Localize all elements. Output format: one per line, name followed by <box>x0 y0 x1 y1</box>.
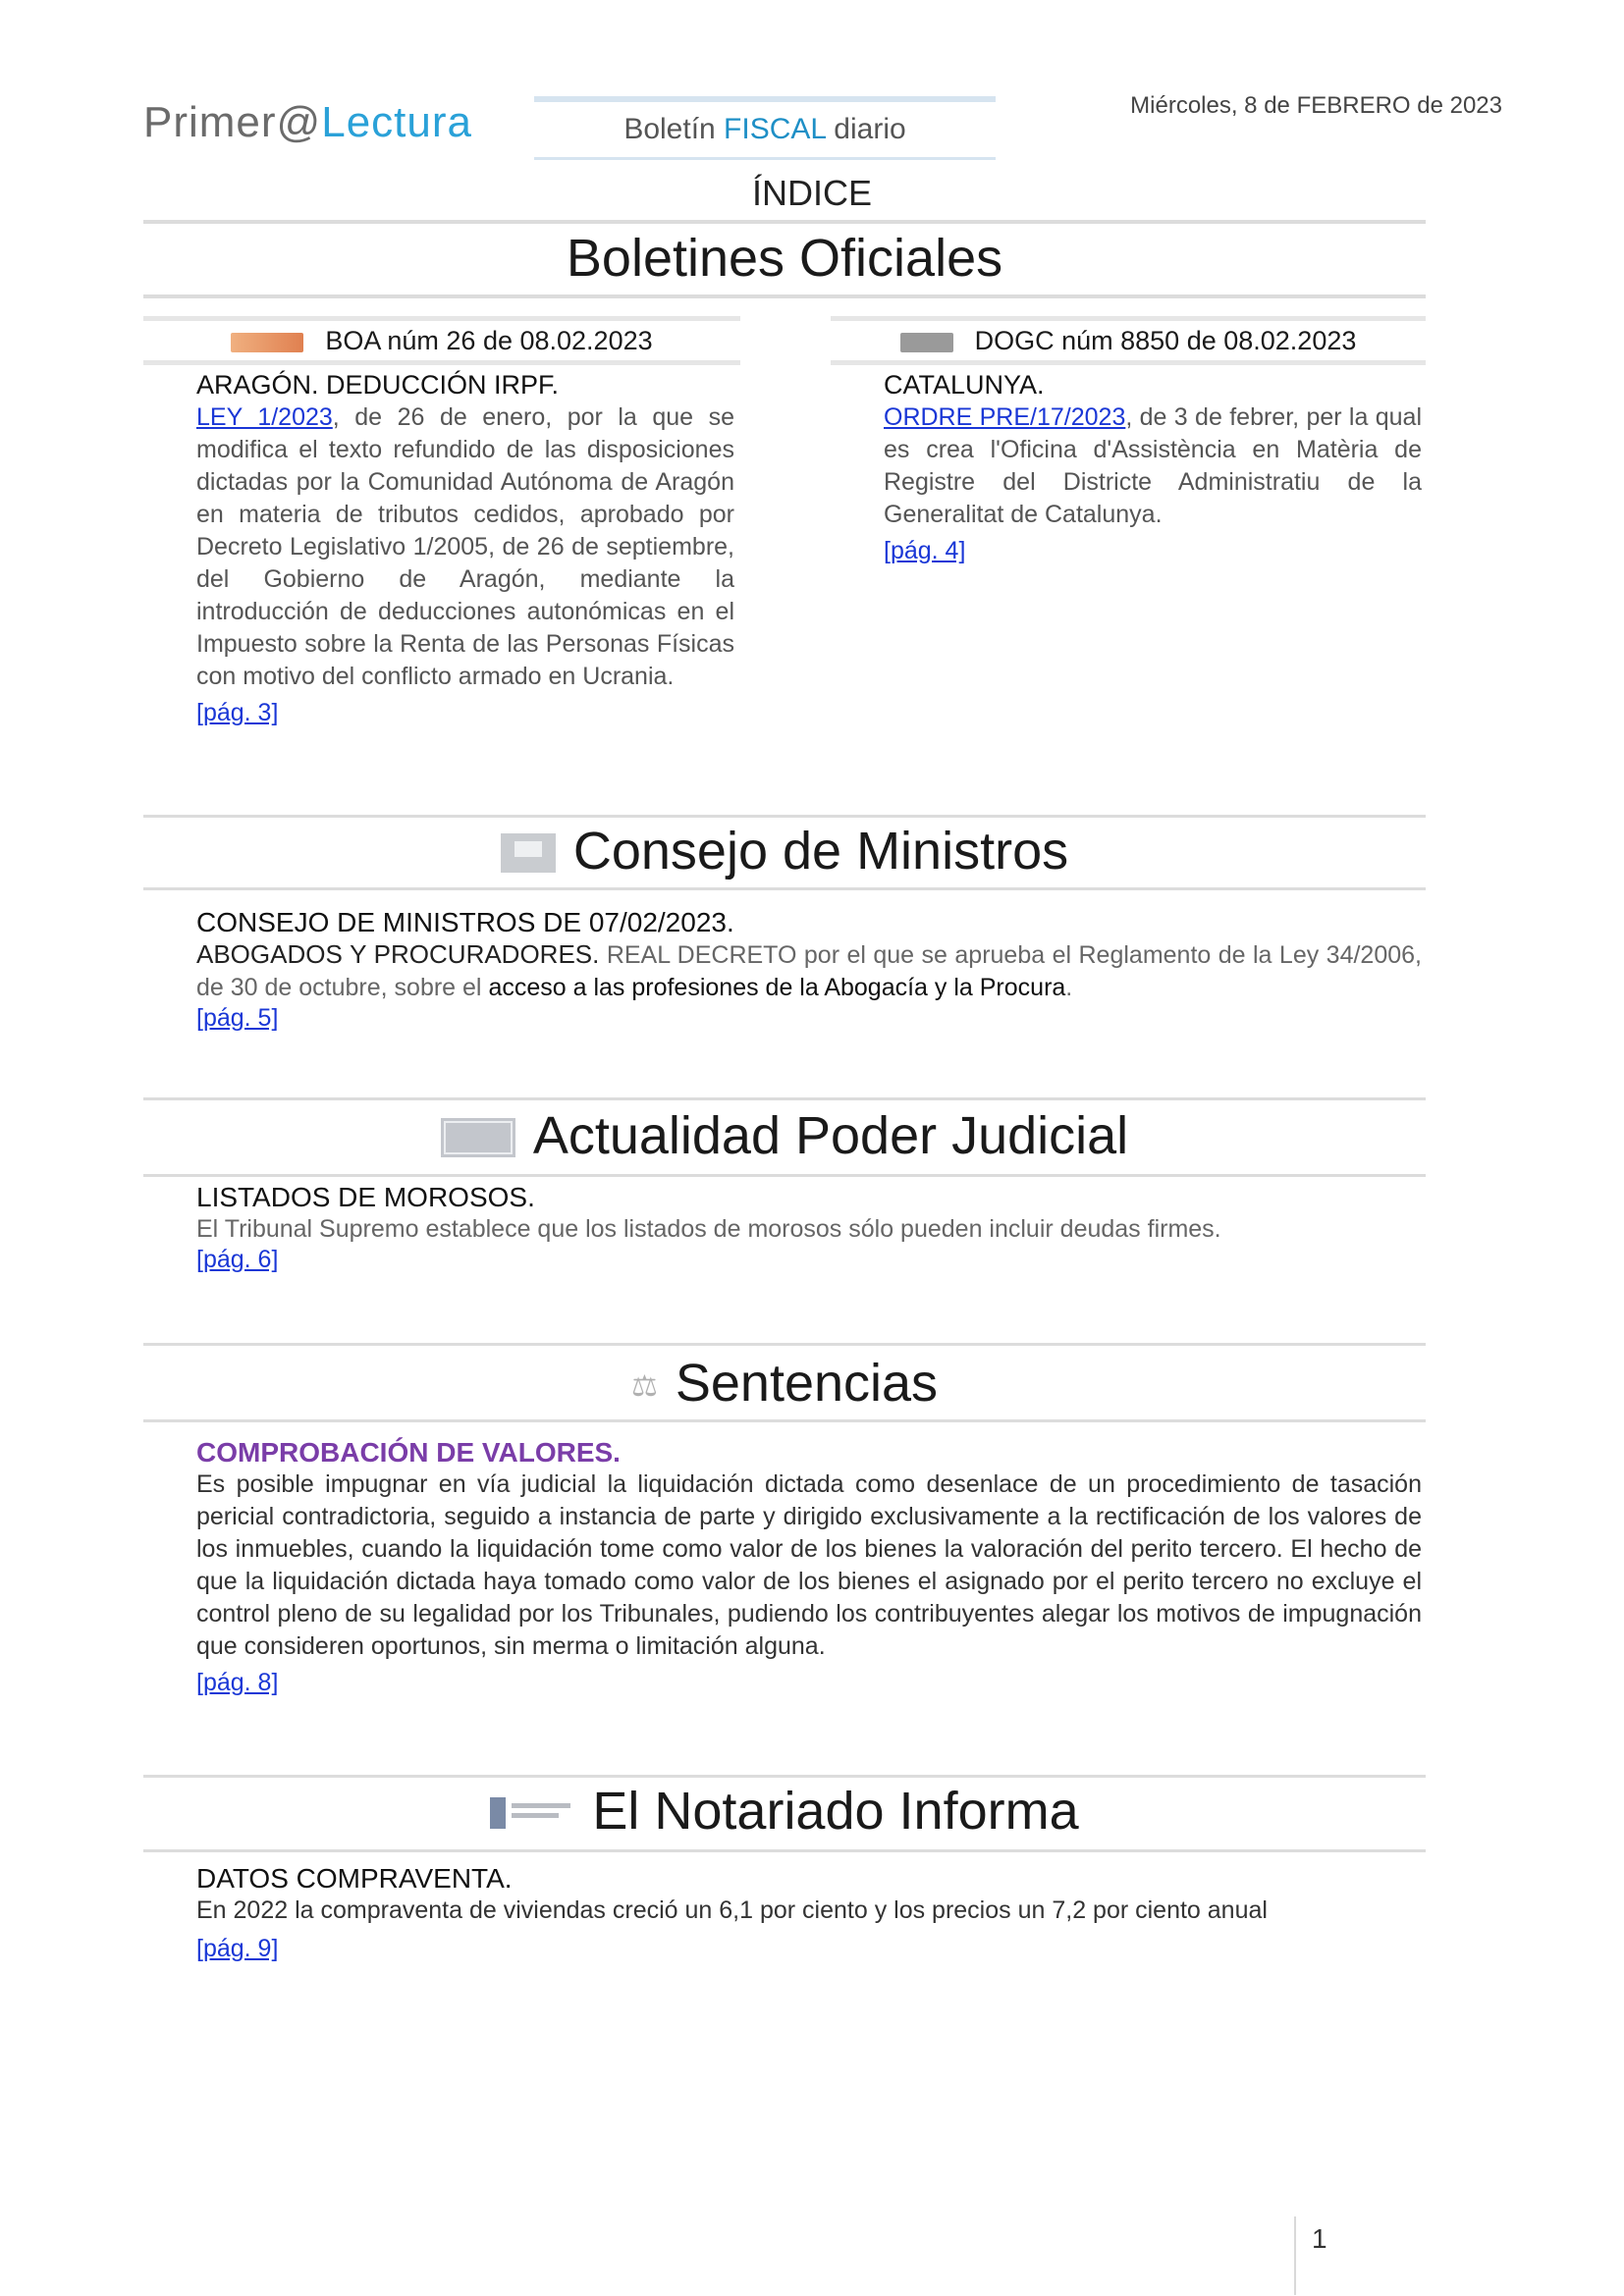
bulletin-title <box>534 96 996 160</box>
dogc-heading: CATALUNYA. <box>884 370 1045 400</box>
page-link-4[interactable]: [pág. 4] <box>884 537 966 564</box>
consejo-text <box>196 938 1422 1004</box>
boa-heading: ARAGÓN. DEDUCCIÓN IRPF. <box>196 370 560 400</box>
section-title-consejo <box>143 821 1426 885</box>
section-title-judicial <box>143 1105 1426 1170</box>
judicial-entry <box>196 1182 1422 1274</box>
boa-header <box>143 316 740 365</box>
dogc-text: , de 3 de febrer, per la qual es crea l'Oficina d'Assistència en Matèria de Registre del Districte Administratiu de la Generalitat de Catalunya. <box>884 403 1422 528</box>
notariado-text: En 2022 la compraventa de viviendas creció un 6,1 por ciento y los precios un 7,2 por ciento anual <box>196 1896 1268 1924</box>
dogc-entry <box>884 369 1422 567</box>
page-number-rule <box>1294 2216 1296 2295</box>
consejo-entry <box>196 907 1422 1033</box>
divider <box>143 1174 1426 1177</box>
divider <box>143 1775 1426 1778</box>
scales-icon: ⚖ <box>630 1370 658 1404</box>
consejo-subheading: ABOGADOS Y PROCURADORES. <box>196 939 600 969</box>
page-link-6[interactable]: [pág. 6] <box>196 1246 279 1273</box>
bulletin-prefix: Boletín <box>623 113 725 145</box>
judicial-text: El Tribunal Supremo establece que los listados de morosos sólo pueden incluir deudas firmes. <box>196 1215 1221 1243</box>
page-number: 1 <box>1312 2223 1327 2254</box>
divider <box>143 220 1426 224</box>
consejo-heading: CONSEJO DE MINISTROS DE 07/02/2023. <box>196 907 734 937</box>
index-title: ÍNDICE <box>751 173 872 213</box>
boa-column <box>143 316 740 365</box>
divider <box>143 1343 1426 1346</box>
gencat-logo-icon <box>900 333 953 352</box>
sentencias-entry <box>196 1437 1422 1697</box>
notariado-logo-icon <box>490 1785 574 1845</box>
judicial-heading: LISTADOS DE MOROSOS. <box>196 1182 535 1212</box>
date: Miércoles, 8 de FEBRERO de 2023 <box>1130 92 1502 119</box>
page-link-3[interactable]: [pág. 3] <box>196 699 279 726</box>
consejo-title-text: Consejo de Ministros <box>572 822 1069 881</box>
divider <box>143 815 1426 818</box>
poder-judicial-logo-icon <box>441 1109 515 1170</box>
logo <box>143 98 472 147</box>
consejo-text2: . <box>1065 974 1073 1001</box>
divider <box>143 1097 1426 1100</box>
ley-link[interactable]: LEY 1/2023 <box>196 403 333 431</box>
bulletin-fiscal: FISCAL <box>724 113 826 145</box>
sentencias-heading: COMPROBACIÓN DE VALORES. <box>196 1437 621 1468</box>
judicial-title-text: Actualidad Poder Judicial <box>532 1106 1129 1165</box>
notariado-title-text: El Notariado Informa <box>592 1782 1079 1841</box>
ordre-link[interactable]: ORDRE PRE/17/2023 <box>884 403 1126 431</box>
aragon-logo-icon <box>231 333 303 352</box>
sentencias-title-text: Sentencias <box>675 1354 939 1413</box>
notariado-heading: DATOS COMPRAVENTA. <box>196 1863 513 1894</box>
divider <box>143 887 1426 890</box>
sentencias-text: Es posible impugnar en vía judicial la liquidación dictada como desenlace de un procedimiento de tasación pericial contradictoria, seguido a instancia de parte y dirigido exclusivamente a la rectificación de los valores de los inmuebles, cuando la liquidación tome como valor de los bienes la valoración del perito tercero. El hecho de que la liquidación dictada haya tomado como valor de los bienes el asignado por el perito tercero no excluye el control pleno de su legalidad por los Tribunales, pudiendo los contribuyentes alegar los motivos de impugnación que consideren oportunos, sin merma o limitación alguna. <box>196 1470 1422 1660</box>
bulletin-suffix: diario <box>825 113 906 145</box>
page-link-8[interactable]: [pág. 8] <box>196 1669 279 1696</box>
boa-header-text: BOA núm 26 de 08.02.2023 <box>325 326 653 355</box>
notariado-entry <box>196 1863 1422 1963</box>
page-link-5[interactable]: [pág. 5] <box>196 1004 279 1032</box>
logo-part1: Primer@ <box>143 98 322 146</box>
moncloa-logo-icon <box>501 825 556 885</box>
section-title-boletines: Boletines Oficiales <box>566 229 1003 288</box>
boa-text: , de 26 de enero, por la que se modifica el texto refundido de las disposiciones dictadas por la Comunidad Autónoma de Aragón en materia de tributos cedidos, aprobado por Decreto Legislativo 1/2005, de 26 de septiembre, del Gobierno de Aragón, mediante la introducción de deducciones autonómicas en el Impuesto sobre la Renta de las Personas Físicas con motivo del conflicto armado en Ucrania. <box>196 403 734 690</box>
logo-part2: Lectura <box>321 98 472 146</box>
consejo-text1: REAL DECRETO por el que se aprueba el Reglamento de la Ley 34/2006, de 30 de octubre, sobre el <box>196 941 1422 1001</box>
dogc-header <box>831 316 1426 365</box>
boa-entry <box>196 369 734 729</box>
consejo-text-bold: acceso a las profesiones de la Abogacía y la Procura <box>488 974 1066 1001</box>
page-link-9[interactable]: [pág. 9] <box>196 1935 279 1962</box>
section-title-notariado <box>143 1781 1426 1845</box>
divider <box>143 1849 1426 1852</box>
dogc-column <box>831 316 1426 365</box>
divider <box>143 1419 1426 1422</box>
section-title-sentencias <box>143 1353 1426 1414</box>
dogc-header-text: DOGC núm 8850 de 08.02.2023 <box>974 326 1357 355</box>
divider <box>143 294 1426 298</box>
